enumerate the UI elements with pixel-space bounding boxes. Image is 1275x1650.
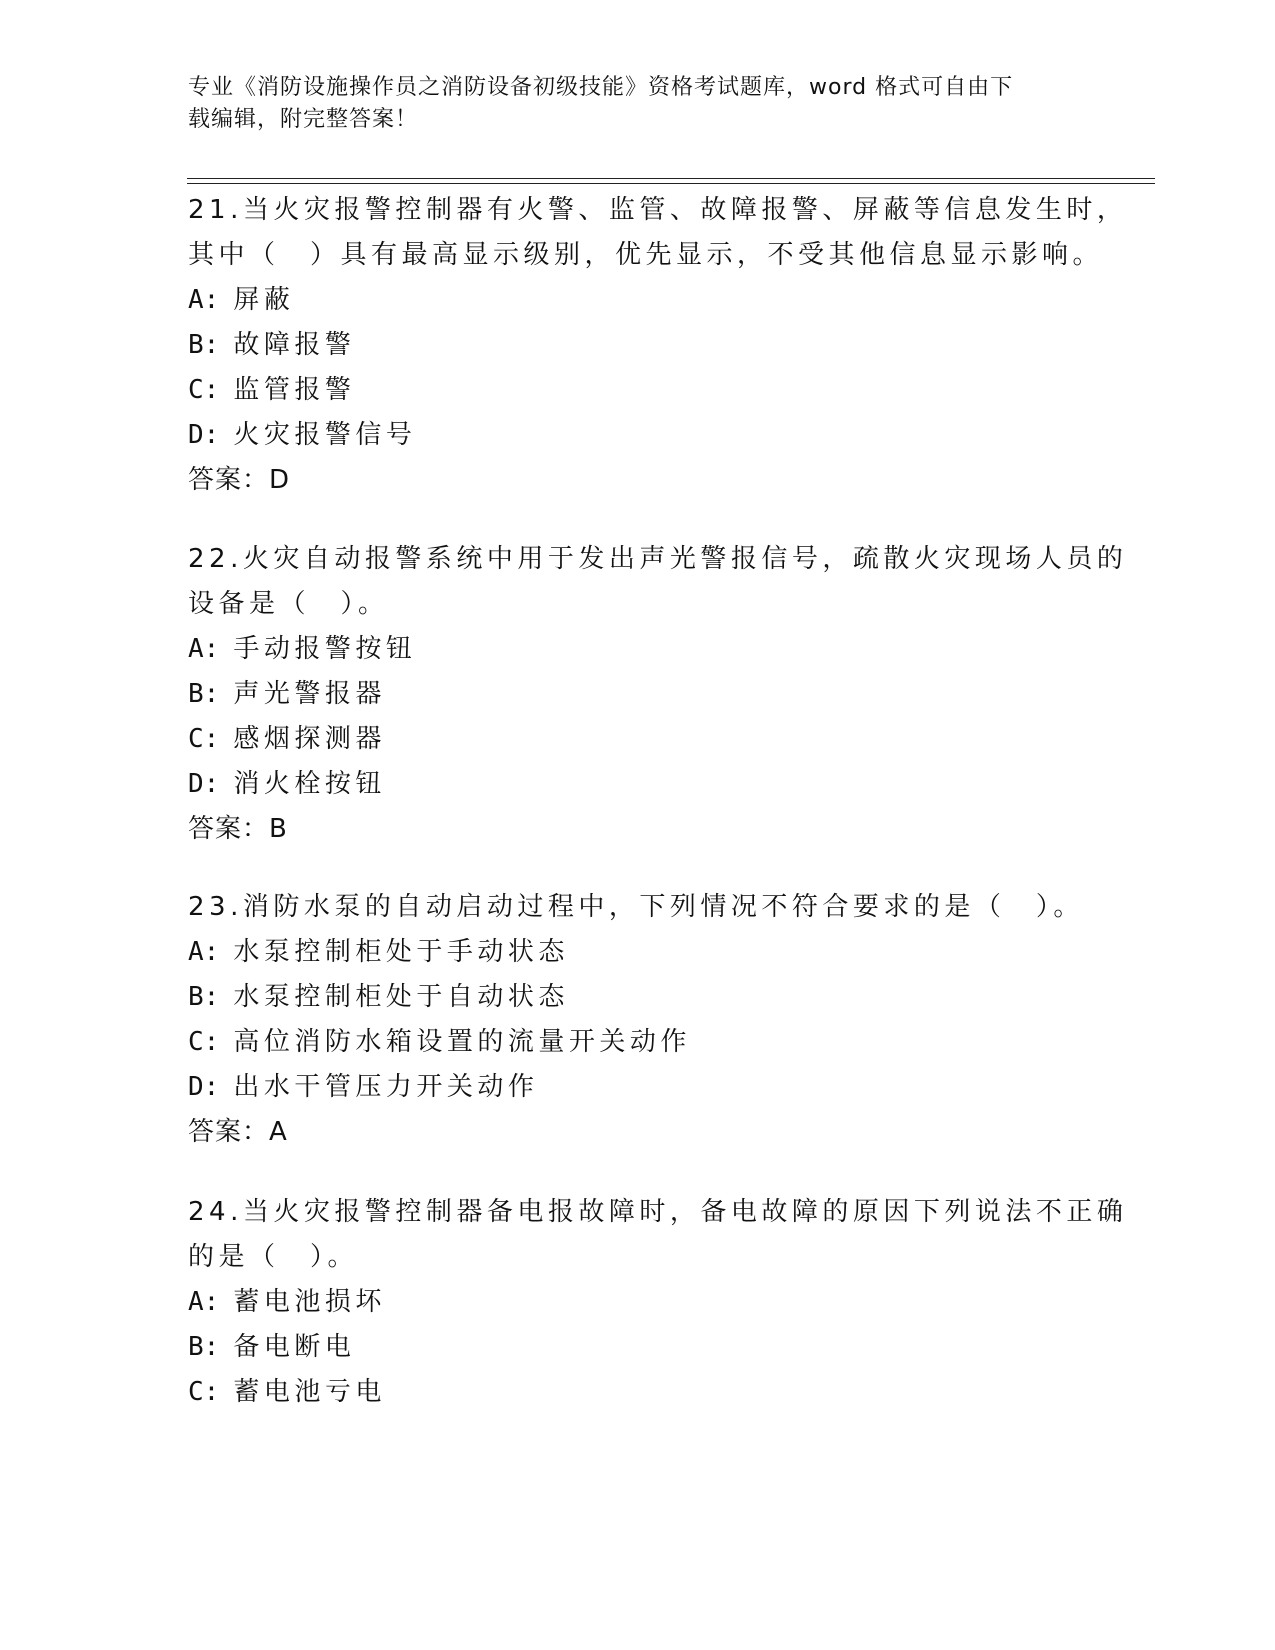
option-a: [188, 627, 1068, 672]
option-key: A:: [188, 1287, 220, 1317]
option-key: A:: [188, 634, 220, 664]
answer-label: 答案：B: [188, 814, 288, 844]
option-key: D:: [188, 1072, 220, 1102]
question-stem: [188, 537, 1128, 627]
option-key: B:: [188, 330, 220, 360]
option-key: C:: [188, 1377, 220, 1407]
option-key: D:: [188, 420, 220, 450]
option-c: [188, 1370, 1068, 1415]
question-stem-line: 23.消防水泵的自动启动过程中，下列情况不符合要求的是（ ）。: [188, 892, 1084, 922]
header-line-1: 专业《消防设施操作员之消防设备初级技能》资格考试题库，word 格式可自由下: [188, 75, 1014, 100]
answer-label: 答案：A: [188, 1117, 288, 1147]
option-b: [188, 1325, 1068, 1370]
option-key: B:: [188, 1332, 220, 1362]
option-c: [188, 1020, 1068, 1065]
question-stem-line: 22.火灾自动报警系统中用于发出声光警报信号，疏散火灾现场人员的: [188, 544, 1128, 574]
option-key: C:: [188, 1027, 220, 1057]
question-stem: [188, 885, 1084, 930]
option-a: [188, 278, 1068, 323]
option-key: B:: [188, 679, 220, 709]
question-stem-line: 其中（ ）具有最高显示级别，优先显示，不受其他信息显示影响。: [188, 240, 1104, 270]
option-text: 备电断电: [233, 1332, 356, 1362]
question-stem-line: 设备是（ ）。: [188, 589, 389, 619]
option-key: A:: [188, 285, 220, 315]
question-23: [188, 885, 1084, 1155]
option-text: 出水干管压力开关动作: [233, 1072, 539, 1102]
header-line-2: 载编辑，附完整答案！: [188, 107, 419, 132]
question-stem-line: 24.当火灾报警控制器备电报故障时，备电故障的原因下列说法不正确: [188, 1197, 1128, 1227]
option-text: 高位消防水箱设置的流量开关动作: [233, 1027, 691, 1057]
option-key: D:: [188, 769, 220, 799]
option-b: [188, 975, 1068, 1020]
option-a: [188, 1280, 1068, 1325]
question-stem: [188, 1190, 1128, 1280]
option-text: 屏蔽: [233, 285, 295, 315]
option-text: 声光警报器: [233, 679, 386, 709]
option-a: [188, 930, 1068, 975]
question-stem-line: 21.当火灾报警控制器有火警、监管、故障报警、屏蔽等信息发生时，: [188, 195, 1128, 225]
option-text: 蓄电池亏电: [233, 1377, 386, 1407]
question-21: [188, 188, 1128, 503]
option-text: 消火栓按钮: [233, 769, 386, 799]
header-divider-bottom: [187, 183, 1155, 184]
header-divider-top: [187, 178, 1155, 179]
option-text: 手动报警按钮: [233, 634, 417, 664]
option-b: [188, 323, 1068, 368]
option-key: C:: [188, 375, 220, 405]
option-d: [188, 1065, 1068, 1110]
option-text: 感烟探测器: [233, 724, 386, 754]
option-b: [188, 672, 1068, 717]
question-22: [188, 537, 1128, 852]
option-text: 水泵控制柜处于自动状态: [233, 982, 569, 1012]
option-key: A:: [188, 937, 220, 967]
document-header: [188, 72, 1068, 136]
option-c: [188, 717, 1068, 762]
question-stem-line: 的是（ ）。: [188, 1242, 359, 1272]
option-key: C:: [188, 724, 220, 754]
option-text: 蓄电池损坏: [233, 1287, 386, 1317]
option-text: 故障报警: [233, 330, 356, 360]
answer-label: 答案：D: [188, 465, 291, 495]
question-stem: [188, 188, 1128, 278]
option-key: B:: [188, 982, 220, 1012]
option-d: [188, 762, 1068, 807]
option-d: [188, 413, 1068, 458]
question-24: [188, 1190, 1128, 1415]
option-c: [188, 368, 1068, 413]
option-text: 水泵控制柜处于手动状态: [233, 937, 569, 967]
option-text: 火灾报警信号: [233, 420, 417, 450]
option-text: 监管报警: [233, 375, 356, 405]
